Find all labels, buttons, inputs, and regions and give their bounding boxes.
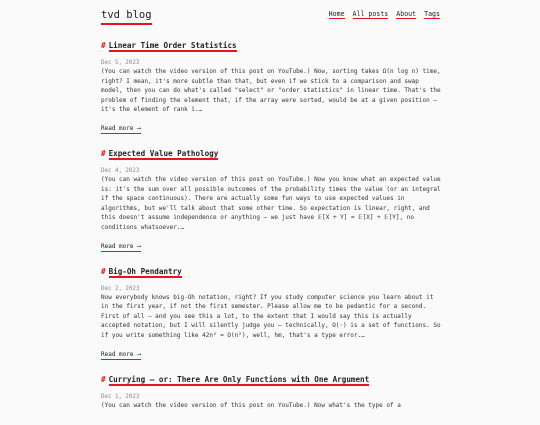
post-date: Dec 2, 2023 [101, 285, 140, 292]
hash-marker: # [101, 41, 106, 50]
site-title-link[interactable]: tvd blog [101, 8, 152, 25]
post-title-link[interactable]: Big-Oh Pendantry [108, 266, 182, 276]
post-title [101, 149, 441, 159]
post-item [101, 41, 441, 134]
post-date: Dec 1, 2023 [101, 393, 140, 400]
post-excerpt: (You can watch the video version of this post on YouTube.) Now what's the type of a [101, 401, 401, 409]
hash-marker: # [101, 148, 106, 158]
read-more-link[interactable]: Read more ⟶ [101, 124, 141, 132]
post-excerpt: (You can watch the video version of this post on YouTube.) Now, sorting takes Ω(n log n) time, right? I mean, it's more subtle than that, but even if we stick to a comparison and swap model, then you can do what's called "select" or "order statistics" in linear time. That's the problem of finding the element that, if the array were sorted, would be at a given position – it's the element of rank i.… [101, 68, 441, 114]
post-list [101, 41, 441, 425]
nav-all-posts-link[interactable]: All posts [352, 10, 389, 18]
nav-about-link[interactable]: About [396, 10, 417, 18]
post-title [101, 375, 441, 385]
post-excerpt: (You can watch the video version of this post on YouTube.) Now you know what an expected value is: it's the sum over all possible outcomes of the probability times the value (or an integral if the space continuous). There are actually some fun ways to use expected values in algorithms, but we'll talk about that some other time. So expectation is linear, right, and this doesn't assume independence or anything – we just have 𝔼[X + Y] = 𝔼[X] + 𝔼[Y], no conditions whatsoever.… [101, 175, 441, 231]
post-date: Dec 5, 2023 [101, 60, 140, 66]
main-nav [325, 10, 440, 19]
read-more-link[interactable]: Read more ⟶ [101, 242, 141, 250]
nav-home-link[interactable]: Home [328, 10, 345, 18]
hash-marker: # [101, 266, 106, 276]
post-title-link[interactable]: Linear Time Order Statistics [108, 41, 237, 50]
post-title [101, 267, 441, 277]
post-excerpt: Now everybody knows big-Oh notation, right? If you study computer science you learn about it in the first year, if not the first semester. Please allow me to be pedantic for a second. First of all – and you see this a lot, to the extent that I would say this is actually accepted notation, but I will silently judge you – technically, O(·) is a set of functions. So if you write something like 42n² = O(n²), well, hm, that's a type error.… [101, 293, 441, 339]
post-item [101, 149, 441, 252]
post-date: Dec 4, 2023 [101, 167, 140, 174]
read-more-link[interactable]: Read more ⟶ [101, 350, 141, 358]
site-header [101, 8, 440, 28]
post-title-link[interactable]: Expected Value Pathology [108, 148, 219, 158]
post-title [101, 41, 441, 51]
post-item [101, 267, 441, 360]
post-title-link[interactable]: Currying – or: There Are Only Functions with One Argument [108, 374, 370, 384]
hash-marker: # [101, 374, 106, 384]
nav-tags-link[interactable]: Tags [424, 10, 440, 18]
